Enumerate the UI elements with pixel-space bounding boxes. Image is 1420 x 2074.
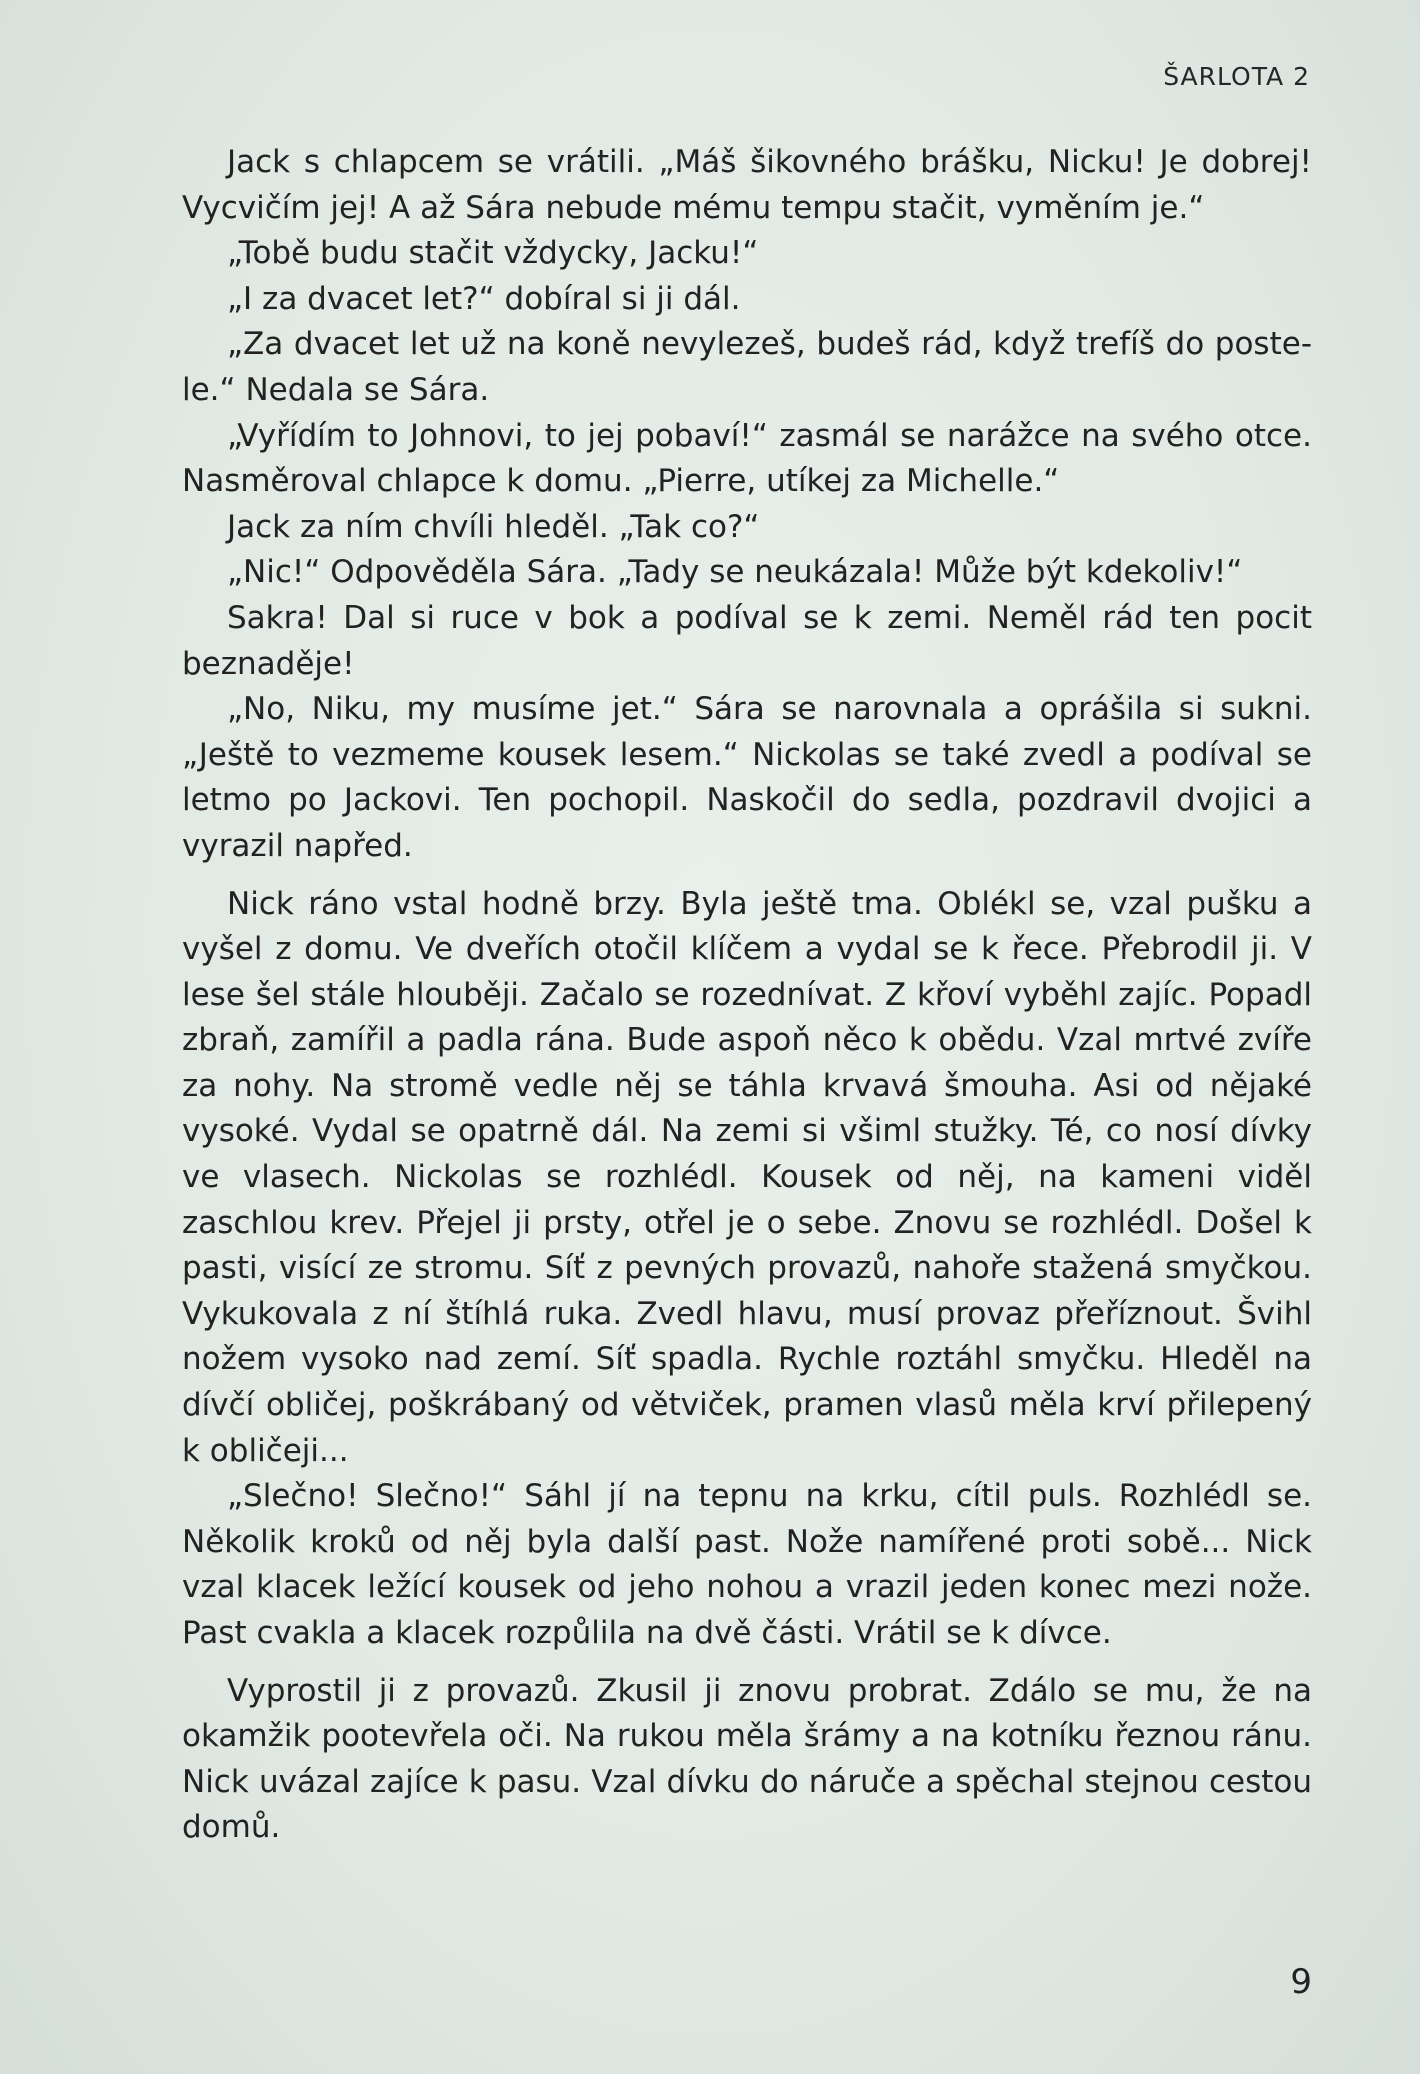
paragraph: Nick ráno vstal hodně brzy. Byla ještě tma. Oblékl se, vzal pušku a vyšel z domu. Ve dveřích otočil klíčem a vydal se k řece. Přebrodil ji. V lese šel stále hlouběji. Začalo se rozednívat. Z křoví vyběhl zajíc. Popadl zbraň, zamířil a padla rána. Bude aspoň něco k obědu. Vzal mrtvé zvíře za nohy. Na stromě vedle něj se táhla krvavá šmouha. Asi od nějaké vysoké. Vydal se opatrně dál. Na zemi si všiml stužky. Té, co nosí dívky ve vlasech. Nickolas se rozhlédl. Kousek od něj, na kameni viděl zaschlou krev. Přejel ji prsty, otřel je o sebe. Znovu se rozhlédl. Došel k pasti, visící ze stromu. Síť z pevných provazů, nahoře stažená smyčkou. Vykukovala z ní štíhlá ruka. Zvedl hlavu, musí provaz přeříznout. Švihl nožem vysoko nad zemí. Síť spadla. Rychle roztáhl smyčku. Hleděl na dívčí obličej, poškrábaný od větviček, pramen vlasů měla krví přilepený k obličeji...: [182, 885, 1312, 1469]
paragraph: „Nic!“ Odpověděla Sára. „Tady se neukázala! Může být kdekoliv!“: [227, 554, 1243, 591]
running-title: ŠARLOTA 2: [1163, 62, 1310, 91]
paragraph: Vyprostil ji z provazů. Zkusil ji znovu probrat. Zdálo se mu, že na okamžik pootevřela oči. Na rukou měla šrámy a na kotníku řeznou ránu. Nick uvázal zajíce k pasu. Vzal dívku do náruče a spěchal stejnou cestou domů.: [182, 1672, 1312, 1846]
paragraph: Jack s chlapcem se vrátili. „Máš šikovného brášku, Nicku! Je dobrej! Vycvičím jej! A až Sára nebude mému tempu stačit, vyměním je.“: [182, 144, 1312, 226]
paragraph: „Za dvacet let už na koně nevylezeš, budeš rád, když trefíš do postele.“ Nedala se Sára.: [182, 326, 1312, 408]
paragraph: „Vyřídím to Johnovi, to jej pobaví!“ zasmál se narážce na svého otce. Nasměroval chlapce k domu. „Pierre, utíkej za Michelle.“: [182, 417, 1312, 500]
page-number: 9: [1290, 1962, 1312, 2002]
paragraph: Sakra! Dal si ruce v bok a podíval se k zemi. Neměl rád ten pocit beznaděje!: [182, 599, 1312, 682]
paragraph: „Slečno! Slečno!“ Sáhl jí na tepnu na krku, cítil puls. Rozhlédl se. Několik kroků od něj byla další past. Nože namířené proti sobě... Nick vzal klacek ležící kousek od jeho nohou a vrazil jeden konec mezi nože. Past cvakla a klacek rozpůlila na dvě části. Vrátil se k dívce.: [182, 1478, 1312, 1651]
paragraph: „Tobě budu stačit vždycky, Jacku!“: [227, 235, 759, 272]
paragraph: „No, Niku, my musíme jet.“ Sára se narovnala a oprášila si sukni. „Ještě to vezmeme kousek lesem.“ Nickolas se také zvedl a podíval se letmo po Jackovi. Ten pochopil. Naskočil do sedla, pozdravil dvojici a vyrazil napřed.: [182, 691, 1312, 864]
paragraph: „I za dvacet let?“ dobíral si ji dál.: [227, 280, 741, 317]
body-text: [182, 140, 1312, 1851]
paragraph: Jack za ním chvíli hleděl. „Tak co?“: [227, 508, 760, 545]
